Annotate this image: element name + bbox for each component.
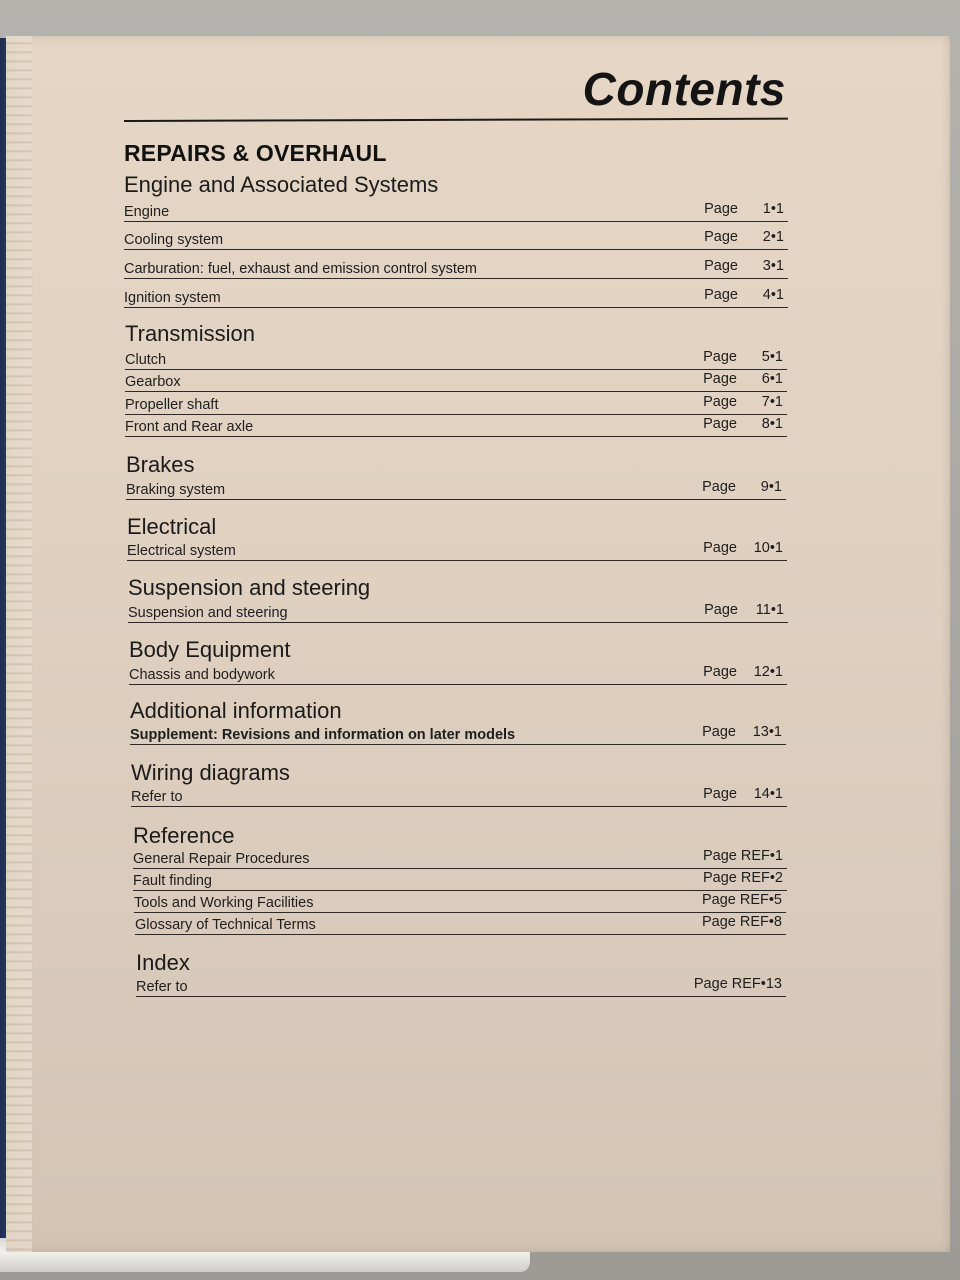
entry-label: Chassis and bodywork [129, 667, 275, 683]
group-title: Index [136, 950, 190, 975]
group-title: Body Equipment [129, 637, 291, 662]
entry-label: Braking system [126, 482, 226, 498]
toc-entry [124, 199, 788, 222]
entry-page-number: 6•1 [761, 371, 783, 387]
toc-entry [127, 538, 787, 561]
entry-label: General Repair Procedures [133, 851, 310, 867]
toc-entry [125, 347, 787, 370]
toc-entry [125, 414, 787, 437]
entry-page-ref: Page REF•5 [701, 892, 782, 908]
entry-page-number: 1•1 [762, 201, 784, 217]
group-title: Reference [133, 823, 235, 848]
entry-page-word: Page [704, 287, 738, 303]
entry-page-ref: Page REF•2 [702, 870, 783, 886]
page-title: Contents [582, 63, 786, 115]
entry-page-word: Page [703, 664, 737, 680]
entry-label: Electrical system [127, 543, 236, 559]
entry-page-number: 7•1 [761, 394, 783, 410]
entry-label: Fault finding [133, 873, 212, 889]
entry-page-word: Page [704, 258, 738, 274]
toc-entry [126, 477, 786, 500]
toc-entry [134, 890, 786, 913]
entry-label: Cooling system [124, 232, 224, 248]
entry-label: Suspension and steering [128, 605, 288, 621]
group-title: Transmission [125, 321, 255, 346]
entry-label: Ignition system [124, 290, 221, 306]
group-title: Additional information [130, 698, 342, 723]
entry-label: Tools and Working Facilities [134, 895, 314, 911]
group-title: Brakes [126, 452, 195, 477]
toc-entry [124, 227, 788, 250]
entry-page-number: 11•1 [755, 602, 784, 618]
toc-entry [128, 600, 788, 623]
entry-label: Refer to [131, 789, 183, 805]
entry-label: Engine [124, 204, 170, 220]
group-title: Suspension and steering [128, 575, 371, 600]
entry-page-word: Page [704, 602, 738, 618]
entry-page-number: 3•1 [762, 258, 784, 274]
entry-page-word: Page [702, 479, 736, 495]
section-heading: REPAIRS & OVERHAUL [124, 140, 387, 166]
entry-label: Clutch [125, 352, 167, 368]
entry-page-word: Page [704, 229, 738, 245]
toc-entry [129, 662, 787, 685]
entry-page-word: Page [704, 201, 738, 217]
entry-page-word: Page [703, 786, 737, 802]
entry-page-ref: Page REF•8 [701, 914, 782, 930]
entry-page-word: Page [703, 371, 737, 387]
group-title: Wiring diagrams [131, 760, 290, 785]
entry-page-number: 5•1 [761, 349, 783, 365]
group-title: Electrical [127, 514, 217, 539]
entry-page-number: 10•1 [753, 540, 783, 556]
entry-label: Carburation: fuel, exhaust and emission control system [124, 261, 478, 277]
entry-page-number: 12•1 [753, 664, 783, 680]
toc-entry [125, 369, 787, 392]
toc-entry [130, 722, 786, 745]
entry-label: Supplement: Revisions and information on later models [130, 727, 516, 743]
toc-entry [124, 256, 788, 279]
entry-page-word: Page [703, 540, 737, 556]
entry-label: Front and Rear axle [125, 419, 254, 435]
entry-page-number: 8•1 [761, 416, 783, 432]
toc-entry [125, 392, 787, 415]
toc-entry [135, 912, 786, 935]
entry-page-number: 2•1 [762, 229, 784, 245]
toc-entry [133, 846, 787, 869]
entry-page-number: 4•1 [762, 287, 784, 303]
toc-entry [136, 974, 786, 997]
entry-page-number: 14•1 [753, 786, 783, 802]
entry-label: Glossary of Technical Terms [135, 917, 316, 933]
entry-page-word: Page [702, 724, 736, 740]
entry-page-number: 13•1 [752, 724, 782, 740]
entry-label: Refer to [136, 979, 188, 995]
toc-entry [133, 868, 787, 891]
entry-page-ref: Page REF•13 [693, 976, 782, 992]
entry-page-word: Page [703, 394, 737, 410]
entry-page-number: 9•1 [760, 479, 782, 495]
entry-label: Propeller shaft [125, 397, 219, 413]
entry-label: Gearbox [125, 374, 181, 390]
group-title: Engine and Associated Systems [124, 172, 439, 197]
toc-entry [131, 784, 787, 807]
entry-page-word: Page [703, 349, 737, 365]
entry-page-word: Page [703, 416, 737, 432]
toc-entry [124, 285, 788, 308]
entry-page-ref: Page REF•1 [702, 848, 783, 864]
